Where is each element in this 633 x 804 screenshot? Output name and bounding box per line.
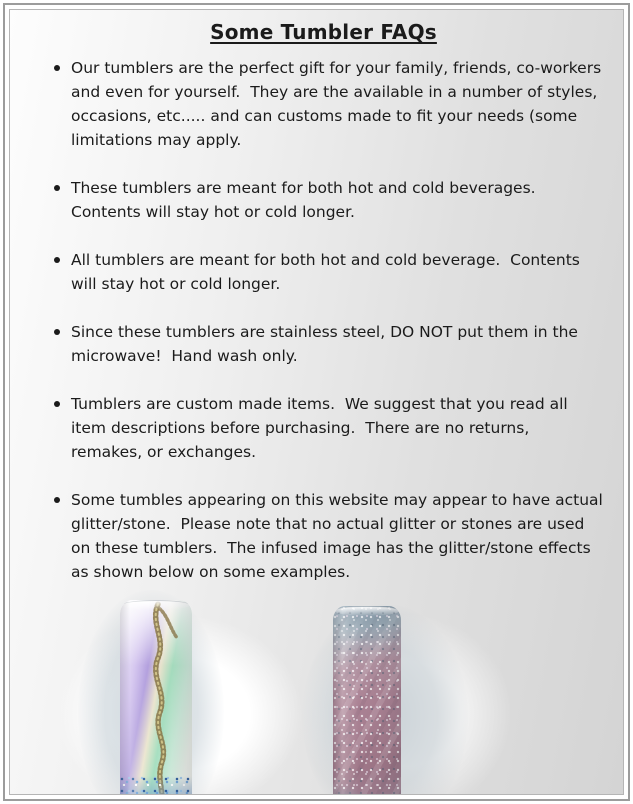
page-title: Some Tumbler FAQs	[210, 20, 437, 44]
gold-glitter-vein	[120, 600, 192, 795]
faq-item	[52, 392, 605, 464]
document-content	[9, 9, 624, 795]
faq-text: Some tumbles appearing on this website may appear to have actual glitter/stone. Please note that no actual glitter or stones are used on these tumblers. The infused image has the glitter/stone effects as shown below on some examples.	[71, 491, 608, 581]
faq-item	[52, 248, 605, 296]
example-photos	[10, 592, 623, 795]
faq-text: These tumblers are meant for both hot and cold beverages. Contents will stay hot or cold longer.	[71, 179, 546, 221]
blue-glitter-base	[120, 776, 192, 795]
pastel-agate-tumbler-image	[120, 600, 192, 795]
faq-text: Tumblers are custom made items. We suggest that you read all item descriptions before purchasing. There are no returns, remakes, or exchanges.	[71, 395, 573, 461]
mauve-glitter-tumbler-image	[333, 606, 401, 795]
faq-item	[52, 176, 605, 224]
faq-text: All tumblers are meant for both hot and cold beverage. Contents will stay hot or cold longer.	[71, 251, 585, 293]
faq-text: Our tumblers are the perfect gift for your family, friends, co-workers and even for yourself. They are the available in a number of styles, occasions, etc..... and can customs made to fit your needs (some limitations may apply.	[71, 59, 607, 149]
faq-item	[52, 320, 605, 368]
faq-item	[52, 488, 608, 584]
faq-item	[52, 56, 605, 152]
faq-list	[38, 56, 609, 584]
document-frame	[3, 3, 630, 801]
glitter-speckle-overlay	[333, 606, 401, 795]
faq-text: Since these tumblers are stainless steel, DO NOT put them in the microwave! Hand wash only.	[71, 323, 583, 365]
